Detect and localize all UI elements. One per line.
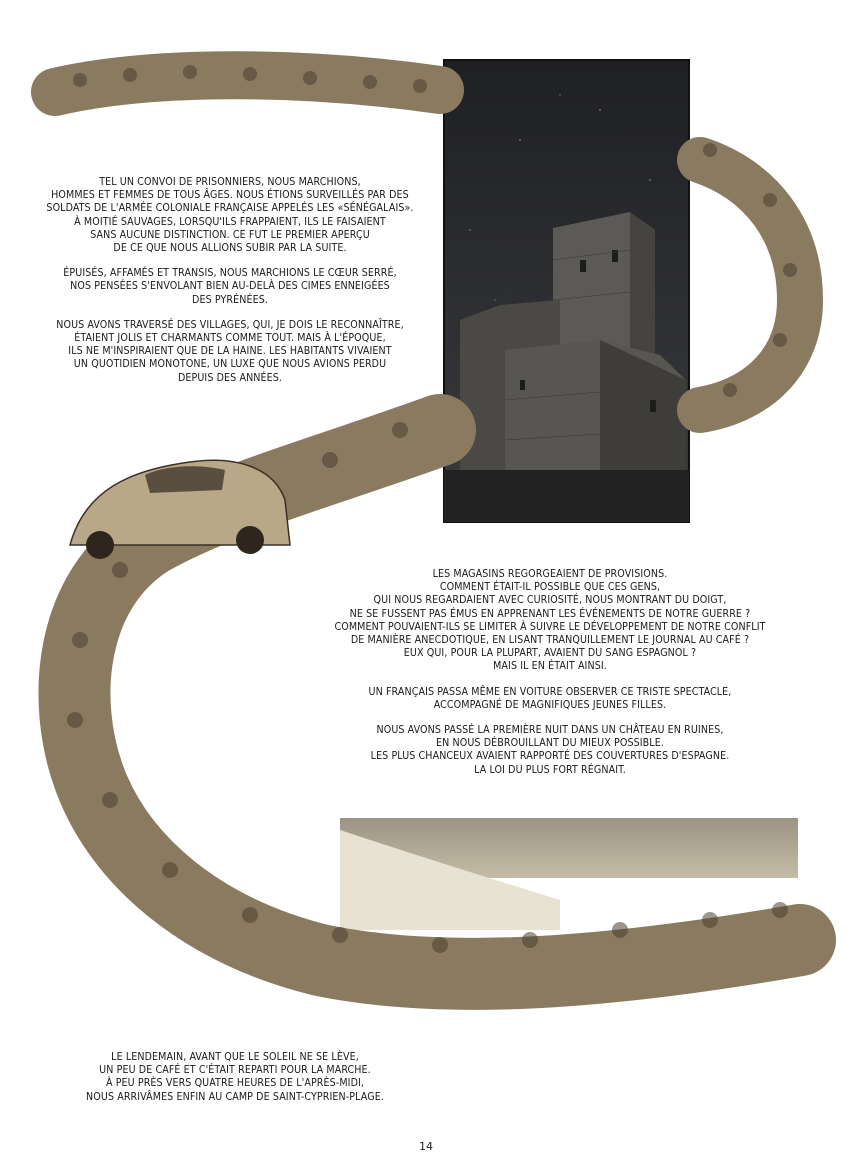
caption-line: MAIS IL EN ÉTAIT AINSI. (493, 660, 607, 673)
caption-line: À PEU PRÈS VERS QUATRE HEURES DE L'APRÈS-MIDI, (105, 1077, 365, 1090)
page-number: 14 (419, 1140, 433, 1153)
caption-intro-paragraph-3 (20, 319, 440, 385)
beach-panel (340, 818, 798, 930)
caption-middle-paragraph-1 (270, 568, 830, 674)
caption-line: EN NOUS DÉBROUILLANT DU MIEUX POSSIBLE. (436, 737, 664, 750)
vintage-car (70, 460, 290, 559)
caption-line: NE SE FUSSENT PAS ÉMUS EN APPRENANT LES ÉVÉNEMENTS DE NOTRE GUERRE ? (349, 607, 751, 620)
caption-line: NOUS ARRIVÂMES ENFIN AU CAMP DE SAINT-CYPRIEN-PLAGE. (86, 1090, 384, 1103)
caption-line: ILS NE M'INSPIRAIENT QUE DE LA HAINE. LES HABITANTS VIVAIENT (68, 345, 392, 358)
castle-night-panel (444, 60, 689, 522)
caption-line: EUX QUI, POUR LA PLUPART, AVAIENT DU SANG ESPAGNOL ? (403, 647, 697, 660)
caption-line: ÉTAIENT JOLIS ET CHARMANTS COMME TOUT. MAIS À L'ÉPOQUE, (74, 332, 386, 345)
caption-line: LA LOI DU PLUS FORT RÉGNAIT. (474, 763, 626, 776)
caption-middle (270, 568, 830, 777)
caption-line: UN QUOTIDIEN MONOTONE, UN LUXE QUE NOUS AVIONS PERDU (73, 358, 387, 371)
caption-line: DES PYRÉNÉES. (192, 293, 268, 306)
caption-line: DEPUIS DES ANNÉES. (177, 371, 283, 384)
caption-closing (40, 1051, 430, 1104)
caption-line: TEL UN CONVOI DE PRISONNIERS, NOUS MARCHIONS, (99, 176, 361, 188)
caption-line: LE LENDEMAIN, AVANT QUE LE SOLEIL NE SE LÈVE, (111, 1051, 359, 1063)
caption-line: NOS PENSÉES S'ENVOLANT BIEN AU-DELÀ DES CIMES ENNEIGÉES (70, 280, 390, 293)
caption-line: SOLDATS DE L'ARMÉE COLONIALE FRANÇAISE APPELÉS LES «SÉNÉGALAIS». (46, 202, 414, 215)
caption-middle-paragraph-3 (270, 724, 830, 777)
caption-line: ÉPUISÉS, AFFAMÉS ET TRANSIS, NOUS MARCHIONS LE CŒUR SERRÉ, (63, 267, 397, 280)
caption-line: LES PLUS CHANCEUX AVAIENT RAPPORTÉ DES COUVERTURES D'ESPAGNE. (370, 750, 730, 763)
caption-line: COMMENT ÉTAIT-IL POSSIBLE QUE CES GENS, (439, 581, 661, 594)
caption-line: DE CE QUE NOUS ALLIONS SUBIR PAR LA SUITE. (113, 242, 347, 255)
caption-intro-paragraph-1 (20, 176, 440, 255)
caption-closing-paragraph-1 (40, 1051, 430, 1104)
caption-line: À MOITIÉ SAUVAGES, LORSQU'ILS FRAPPAIENT, ILS LE FAISAIENT (74, 215, 386, 228)
caption-line: UN PEU DE CAFÉ ET C'ÉTAIT REPARTI POUR LA MARCHE. (99, 1064, 371, 1077)
caption-line: NOUS AVONS PASSÉ LA PREMIÈRE NUIT DANS UN CHÂTEAU EN RUINES, (376, 724, 724, 737)
caption-line: UN FRANÇAIS PASSA MÊME EN VOITURE OBSERVER CE TRISTE SPECTACLE, (368, 685, 732, 698)
caption-line: DE MANIÈRE ANECDOTIQUE, EN LISANT TRANQUILLEMENT LE JOURNAL AU CAFÉ ? (350, 634, 750, 647)
caption-line: SANS AUCUNE DISTINCTION. CE FUT LE PREMIER APERÇU (90, 228, 370, 241)
caption-middle-paragraph-2 (270, 686, 830, 712)
caption-line: ACCOMPAGNÉ DE MAGNIFIQUES JEUNES FILLES. (433, 698, 667, 711)
caption-line: COMMENT POUVAIENT-ILS SE LIMITER À SUIVRE LE DÉVELOPPEMENT DE NOTRE CONFLIT (334, 620, 766, 633)
caption-line: NOUS AVONS TRAVERSÉ DES VILLAGES, QUI, JE DOIS LE RECONNAÎTRE, (56, 318, 404, 331)
caption-intro-paragraph-2 (20, 267, 440, 307)
caption-line: HOMMES ET FEMMES DE TOUS ÂGES. NOUS ÉTIONS SURVEILLÉS PAR DES (51, 189, 409, 202)
caption-intro (20, 176, 440, 385)
caption-line: QUI NOUS REGARDAIENT AVEC CURIOSITÉ, NOUS MONTRANT DU DOIGT, (373, 594, 727, 607)
caption-line: LES MAGASINS REGORGEAIENT DE PROVISIONS. (432, 568, 668, 580)
